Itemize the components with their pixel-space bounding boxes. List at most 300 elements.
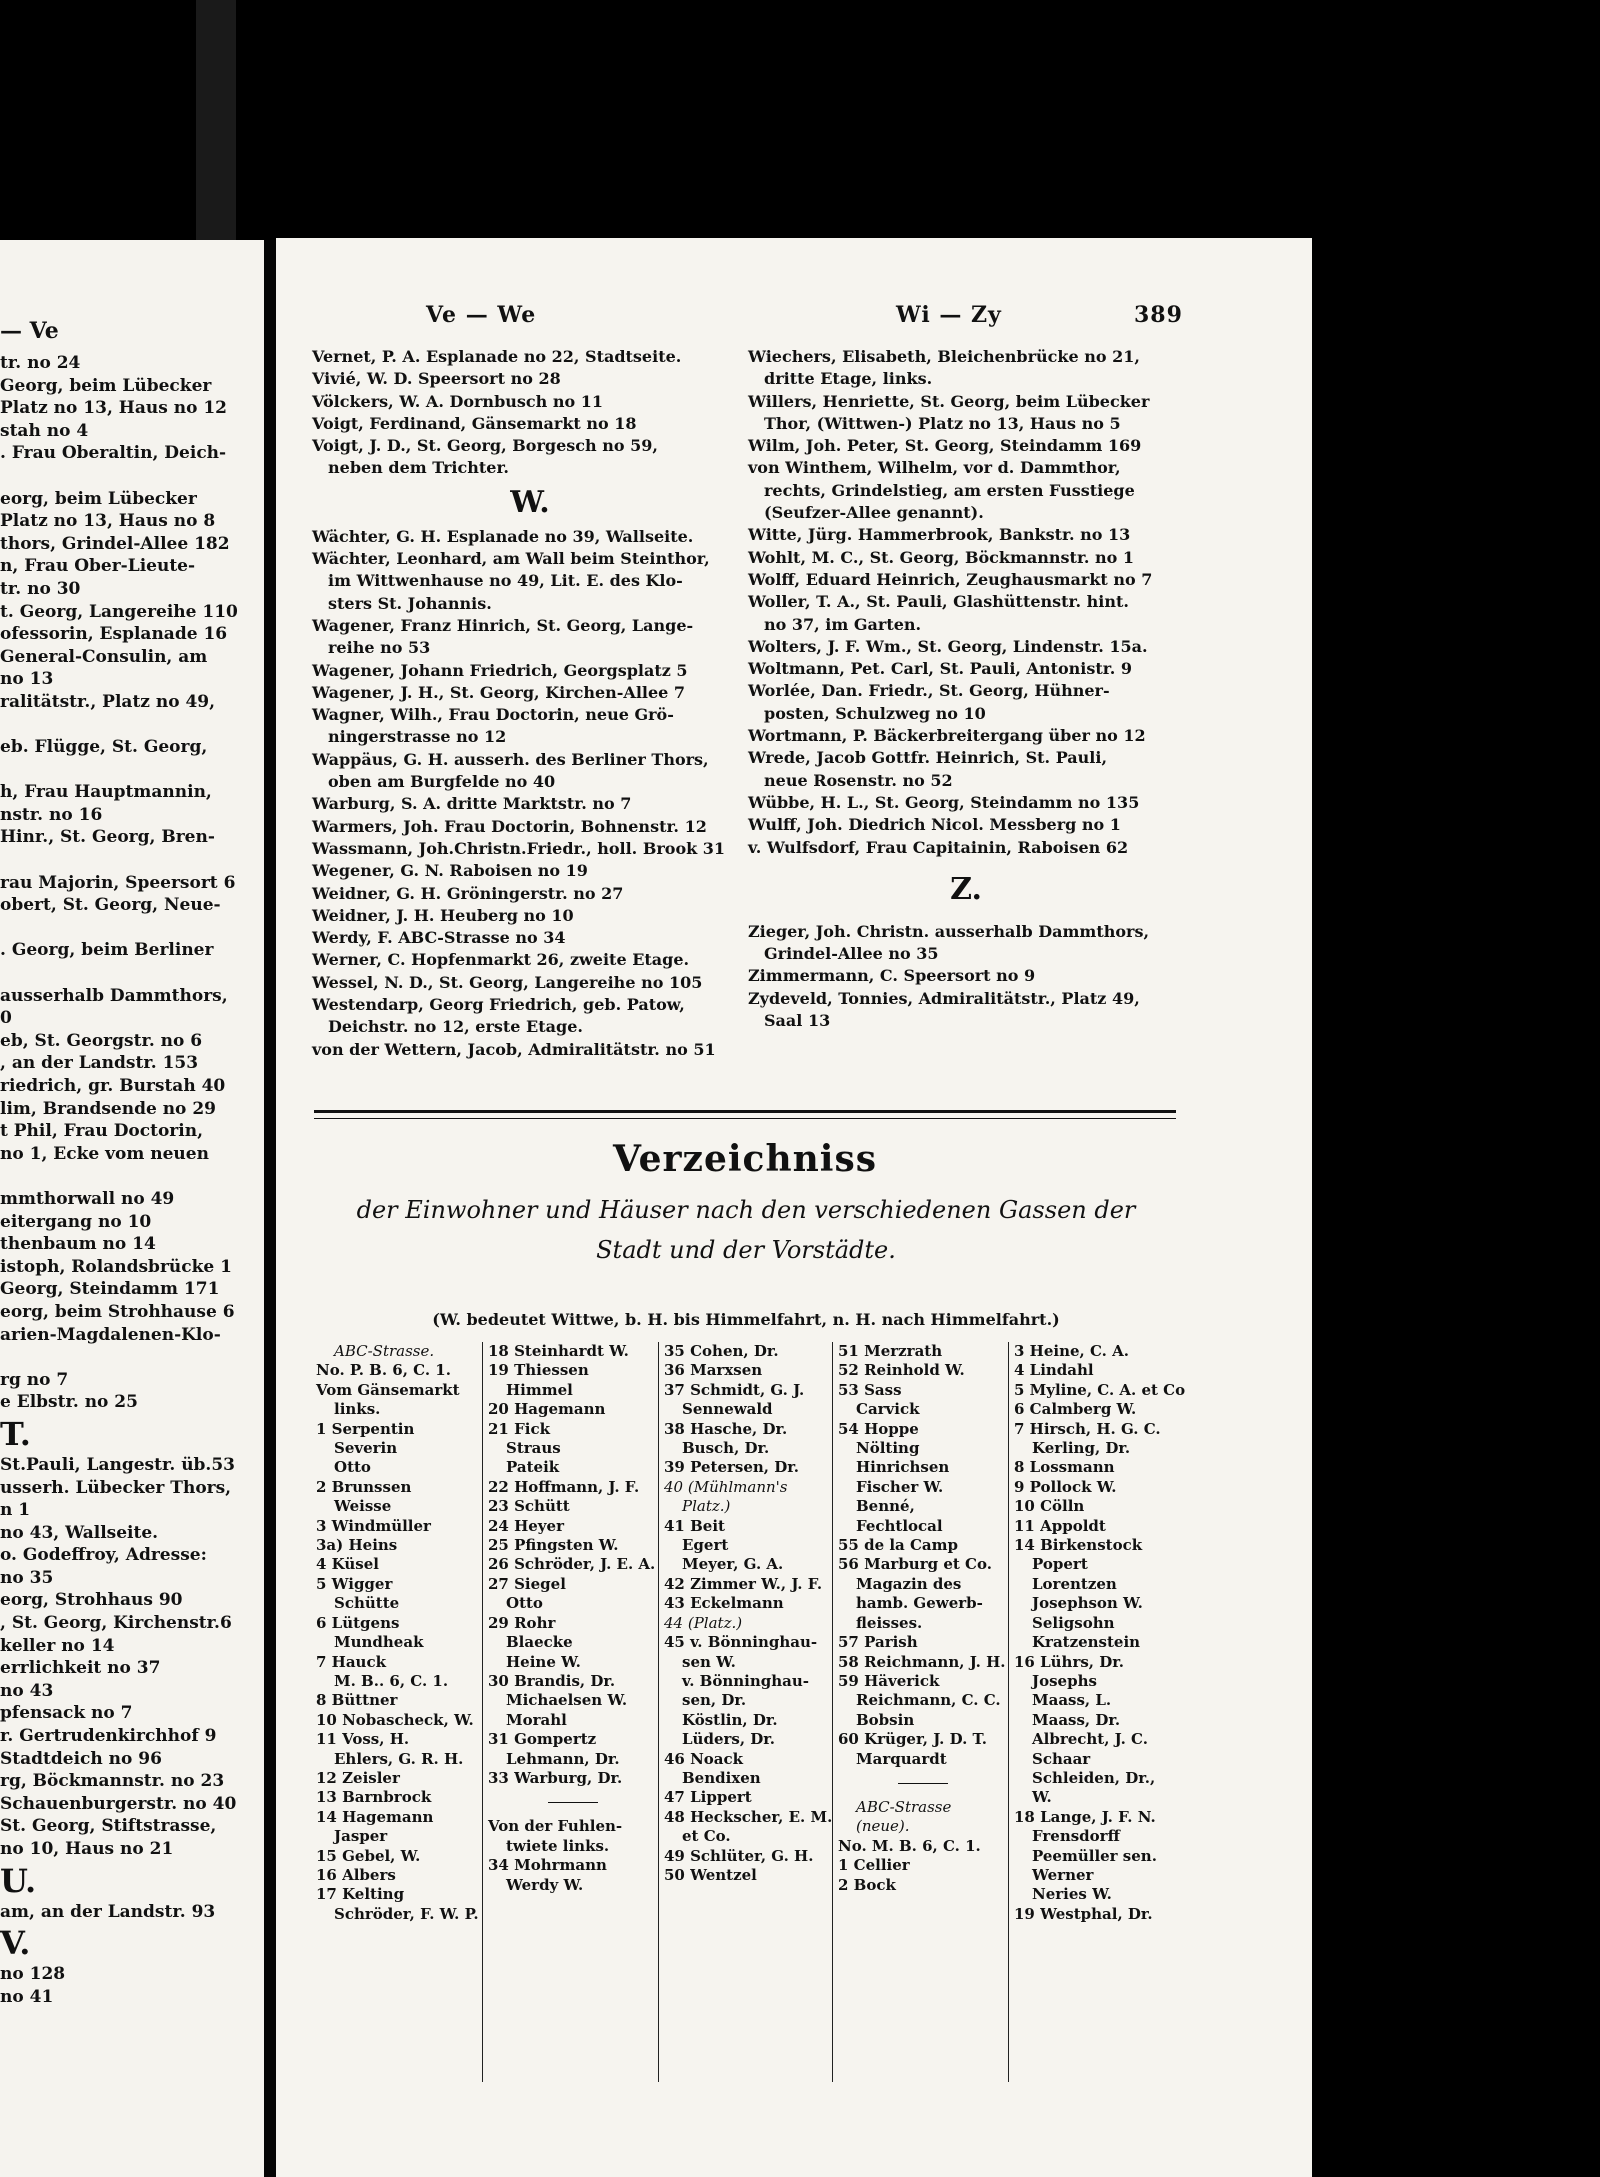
street-entry: 59 Häverick [838, 1671, 940, 1690]
directory-entry [748, 435, 1184, 457]
street-entry: Sennewald [682, 1400, 773, 1419]
street-entry: 6 Lütgens [316, 1613, 400, 1632]
left-entry-line [0, 759, 264, 782]
left-entry-line: no 41 [0, 1986, 54, 2007]
street-entry: Meyer, G. A. [682, 1555, 784, 1574]
street-entry: ABC-Strasse. [334, 1342, 435, 1360]
entry-text: Voigt, Ferdinand, Gänsemarkt no 18 [312, 413, 637, 433]
street-entry: Morahl [506, 1710, 567, 1729]
entry-text: Wegener, G. N. Raboisen no 19 [312, 861, 588, 881]
directory-entry [312, 860, 748, 882]
street-entry: Otto [506, 1594, 543, 1613]
left-entry-line: stah no 4 [0, 420, 89, 441]
entry-text: v. Wulfsdorf, Frau Capitainin, Raboisen 62 [748, 837, 1129, 857]
entry-text: Woltmann, Pet. Carl, St. Pauli, Antonistr. 9 [748, 659, 1133, 679]
street-entry: Egert [682, 1536, 729, 1555]
street-entry: 33 Warburg, Dr. [488, 1768, 623, 1787]
section-letter-w: W. [510, 484, 550, 520]
street-entry: 15 Gebel, W. [316, 1846, 421, 1865]
street-entry: 8 Lossmann [1014, 1458, 1115, 1477]
street-entry: 48 Heckscher, E. M. [664, 1807, 833, 1826]
directory-subtitle-line-2: Stadt und der Vorstädte. [596, 1236, 896, 1264]
left-entry-line: Platz no 13, Haus no 12 [0, 398, 227, 419]
entry-text: Wortmann, P. Bäckerbreitergang über no 12 [748, 726, 1146, 746]
street-entry: 19 Westphal, Dr. [1014, 1904, 1153, 1923]
directory-title: Verzeichniss [613, 1138, 877, 1180]
entry-text: Wagner, Wilh., Frau Doctorin, neue Grö- [312, 705, 674, 725]
street-entry: 7 Hirsch, H. G. C. [1014, 1419, 1161, 1438]
street-entry: Vom Gänsemarkt [316, 1380, 460, 1399]
section-divider-thick [314, 1110, 1176, 1113]
entry-text: Wagener, Johann Friedrich, Georgsplatz 5 [312, 660, 688, 680]
left-entry-line: St.Pauli, Langestr. üb.53 [0, 1454, 236, 1475]
left-entry-line: t. Georg, Langereihe 110 [0, 601, 238, 622]
street-entry: hamb. Gewerb- [856, 1594, 983, 1613]
street-entry: Schröder, F. W. P. [334, 1904, 479, 1923]
left-entry-line: lim, Brandsende no 29 [0, 1098, 216, 1119]
left-entry-line: ofessorin, Esplanade 16 [0, 624, 228, 645]
entry-text: Wolters, J. F. Wm., St. Georg, Lindenstr. 15a. [748, 636, 1148, 656]
street-entry: Werner [1032, 1865, 1094, 1884]
left-entry-line [0, 917, 264, 940]
entry-continuation: no 37, im Garten. [764, 614, 922, 634]
left-entry-line: o. Godeffroy, Adresse: [0, 1545, 207, 1566]
street-entry: 30 Brandis, Dr. [488, 1671, 616, 1690]
directory-entry [312, 391, 748, 413]
directory-entry [748, 747, 1184, 792]
entry-continuation: Thor, (Wittwen-) Platz no 13, Haus no 5 [764, 413, 1121, 433]
left-entry-line: Hinr., St. Georg, Bren- [0, 827, 215, 848]
street-entry: Pateik [506, 1458, 560, 1477]
street-entry: sen W. [682, 1652, 736, 1671]
entry-text: Wappäus, G. H. ausserh. des Berliner Thors, [312, 749, 709, 769]
directory-entry [748, 792, 1184, 814]
street-entry: Kerling, Dr. [1032, 1439, 1131, 1458]
column-rule [832, 1342, 833, 2082]
left-entry-line: St. Georg, Stiftstrasse, [0, 1816, 217, 1837]
street-entry: Hinrichsen [856, 1458, 950, 1477]
left-entry-line: rg, Böckmannstr. no 23 [0, 1771, 225, 1792]
entry-text: von Winthem, Wilhelm, vor d. Dammthor, [748, 458, 1121, 478]
column-separator-rule [898, 1783, 948, 1784]
street-entry: M. B.. 6, C. 1. [334, 1671, 449, 1690]
section-letter-z: Z. [950, 871, 982, 907]
street-entry: 4 Lindahl [1014, 1361, 1094, 1380]
street-entry: 29 Rohr [488, 1613, 556, 1632]
street-entry: Neries W. [1032, 1885, 1112, 1904]
street-entry: ABC-Strasse [856, 1797, 952, 1816]
left-entry-line: obert, St. Georg, Neue- [0, 895, 221, 916]
entry-text: Werner, C. Hopfenmarkt 26, zweite Etage. [312, 950, 690, 970]
street-entry: 51 Merzrath [838, 1342, 943, 1360]
left-entry-line: rg no 7 [0, 1369, 69, 1390]
street-entry: 44 (Platz.) [664, 1613, 743, 1632]
street-entry: No. M. B. 6, C. 1. [838, 1836, 981, 1855]
column-rule [482, 1342, 483, 2082]
directory-entry [312, 368, 748, 390]
left-entry-line: no 43, Wallseite. [0, 1522, 159, 1543]
entry-continuation: oben am Burgfelde no 40 [328, 772, 556, 792]
street-entry: Lehmann, Dr. [506, 1749, 620, 1768]
street-entry: Frensdorff [1032, 1827, 1120, 1846]
left-entry-line [0, 714, 264, 737]
street-entry: Kratzenstein [1032, 1633, 1141, 1652]
directory-entry [748, 547, 1184, 569]
entry-text: Westendarp, Georg Friedrich, geb. Patow, [312, 995, 685, 1015]
entry-text: Wassmann, Joh.Christn.Friedr., holl. Brook 31 [312, 838, 726, 858]
street-entry: 4 Küsel [316, 1555, 379, 1574]
column-rule [658, 1342, 659, 2082]
street-column-4 [838, 1342, 1005, 1895]
entry-continuation: posten, Schulzweg no 10 [764, 703, 986, 723]
entry-text: Wagener, Franz Hinrich, St. Georg, Lange- [312, 615, 694, 635]
street-entry: 14 Hagemann [316, 1807, 434, 1826]
street-entry: 14 Birkenstock [1014, 1536, 1143, 1555]
left-entry-line: e Elbstr. no 25 [0, 1392, 138, 1413]
directory-entry [312, 413, 748, 435]
street-entry: v. Bönninghau- [682, 1671, 809, 1690]
street-entry: 3 Heine, C. A. [1014, 1342, 1129, 1360]
page-gutter [264, 240, 276, 2177]
directory-entry [748, 965, 1184, 987]
street-entry: 6 Calmberg W. [1014, 1400, 1137, 1419]
left-entry-line: , St. Georg, Kirchenstr.6 [0, 1613, 232, 1634]
left-entry-line: t Phil, Frau Doctorin, [0, 1121, 204, 1142]
entry-continuation: ningerstrasse no 12 [328, 727, 507, 747]
street-entry: 19 Thiessen [488, 1361, 589, 1380]
street-entry: Maass, L. [1032, 1691, 1112, 1710]
street-entry: 42 Zimmer W., J. F. [664, 1574, 823, 1593]
left-entry-line [0, 1165, 264, 1188]
street-entry: 58 Reichmann, J. H. [838, 1652, 1006, 1671]
left-entry-line: errlichkeit no 37 [0, 1658, 161, 1679]
street-entry: 35 Cohen, Dr. [664, 1342, 779, 1360]
left-entry-line: no 128 [0, 1964, 66, 1985]
entry-continuation: Saal 13 [764, 1011, 831, 1031]
street-entry: Busch, Dr. [682, 1439, 770, 1458]
left-entry-line [0, 465, 264, 488]
entry-text: Wagener, J. H., St. Georg, Kirchen-Allee 7 [312, 682, 686, 702]
street-entry: 53 Sass [838, 1380, 902, 1399]
entry-text: Wächter, Leonhard, am Wall beim Steinthor, [312, 549, 710, 569]
entry-text: Warmers, Joh. Frau Doctorin, Bohnenstr. 12 [312, 816, 707, 836]
directory-entry [748, 569, 1184, 591]
book-spine [196, 0, 236, 240]
street-entry: 2 Brunssen [316, 1477, 412, 1496]
street-entry: 18 Lange, J. F. N. [1014, 1807, 1156, 1826]
street-entry: 24 Heyer [488, 1516, 564, 1535]
street-entry: Köstlin, Dr. [682, 1710, 778, 1729]
street-entry: 7 Hauck [316, 1652, 386, 1671]
street-column-1 [316, 1342, 479, 1924]
street-entry: 52 Reinhold W. [838, 1361, 965, 1380]
street-entry: 47 Lippert [664, 1788, 752, 1807]
street-entry: 10 Nobascheck, W. [316, 1710, 474, 1729]
street-entry: Blaecke [506, 1633, 573, 1652]
left-page [0, 240, 264, 2177]
street-entry: 56 Marburg et Co. [838, 1555, 992, 1574]
section-letter-u: U. [0, 1861, 37, 1900]
left-entry-line: nstr. no 16 [0, 804, 103, 825]
entry-continuation: reihe no 53 [328, 638, 431, 658]
entry-text: Wessel, N. D., St. Georg, Langereihe no 105 [312, 972, 703, 992]
street-entry: Josephson W. [1032, 1594, 1143, 1613]
entry-text: Weidner, G. H. Gröningerstr. no 27 [312, 883, 624, 903]
directory-entry [748, 837, 1184, 859]
street-entry: et Co. [682, 1827, 731, 1846]
left-entry-line: Georg, Steindamm 171 [0, 1279, 220, 1300]
street-entry: twiete links. [506, 1836, 610, 1855]
street-entry: sen, Dr. [682, 1691, 747, 1710]
street-entry: 57 Parish [838, 1633, 918, 1652]
street-entry: 36 Marxsen [664, 1361, 763, 1380]
entry-continuation: Deichstr. no 12, erste Etage. [328, 1017, 583, 1037]
street-entry: Himmel [506, 1380, 573, 1399]
left-entry-line [0, 849, 264, 872]
left-entry-line: . Georg, beim Berliner [0, 940, 214, 961]
entry-text: Wübbe, H. L., St. Georg, Steindamm no 135 [748, 792, 1140, 812]
street-entry: 31 Gompertz [488, 1730, 597, 1749]
left-entry-line: tr. no 24 [0, 353, 81, 373]
street-entry: Von der Fuhlen- [488, 1817, 623, 1836]
street-entry: Straus [506, 1439, 561, 1458]
left-entry-line: , an der Landstr. 153 [0, 1053, 199, 1074]
entry-continuation: Grindel-Allee no 35 [764, 944, 939, 964]
street-entry: No. P. B. 6, C. 1. [316, 1361, 451, 1380]
entry-text: Vivié, W. D. Speersort no 28 [312, 369, 561, 389]
street-entry: Mundheak [334, 1633, 424, 1652]
entry-text: Worlée, Dan. Friedr., St. Georg, Hühner- [748, 681, 1110, 701]
directory-entry [312, 816, 748, 838]
street-entry: Benné, [856, 1497, 915, 1516]
left-entry-line: keller no 14 [0, 1635, 115, 1656]
entry-continuation: (Seufzer-Allee genannt). [764, 503, 984, 523]
street-entry: 9 Pollock W. [1014, 1477, 1117, 1496]
column-rule [1008, 1342, 1009, 2082]
street-entry: Bobsin [856, 1710, 915, 1729]
directory-entry [748, 591, 1184, 636]
directory-entry [748, 658, 1184, 680]
section-divider-thin [314, 1118, 1176, 1119]
street-entry: 54 Hoppe [838, 1419, 919, 1438]
street-entry: 46 Noack [664, 1749, 744, 1768]
column-separator-rule [548, 1802, 598, 1803]
directory-subtitle [316, 1190, 1176, 1270]
directory-entry [312, 883, 748, 905]
directory-entry [312, 548, 748, 615]
left-entry-line: 0 [0, 1008, 12, 1029]
left-entry-line: thors, Grindel-Allee 182 [0, 533, 230, 554]
entry-text: Werdy, F. ABC-Strasse no 34 [312, 928, 566, 948]
street-entry: 2 Bock [838, 1875, 896, 1894]
street-entry: links. [334, 1400, 381, 1419]
street-entry: 5 Myline, C. A. et Co [1014, 1380, 1186, 1399]
street-entry: Otto [334, 1458, 371, 1477]
directory-entry [748, 988, 1184, 1033]
street-entry: 60 Krüger, J. D. T. [838, 1730, 987, 1749]
directory-entry [312, 526, 748, 548]
entry-text: von der Wettern, Jacob, Admiralitätstr. no 51 [312, 1039, 716, 1059]
street-entry: Carvick [856, 1400, 920, 1419]
street-entry: 13 Barnbrock [316, 1788, 432, 1807]
street-entry: Josephs [1032, 1671, 1097, 1690]
street-entry: 21 Fick [488, 1419, 550, 1438]
street-entry: 25 Pfingsten W. [488, 1536, 619, 1555]
street-column-2 [488, 1342, 655, 1895]
street-entry: 23 Schütt [488, 1497, 570, 1516]
street-entry: 38 Hasche, Dr. [664, 1419, 788, 1438]
running-header-right: Wi — Zy [896, 302, 1002, 328]
street-column-5 [1014, 1342, 1185, 1924]
street-entry: Albrecht, J. C. [1032, 1730, 1148, 1749]
left-entry-line: eb. Flügge, St. Georg, [0, 737, 208, 758]
left-entry-line: usserh. Lübecker Thors, [0, 1477, 232, 1498]
left-entry-line: . Frau Oberaltin, Deich- [0, 443, 227, 464]
street-entry: 3 Windmüller [316, 1516, 431, 1535]
entry-text: Wiechers, Elisabeth, Bleichenbrücke no 21, [748, 347, 1140, 366]
left-entry-line: no 10, Haus no 21 [0, 1839, 174, 1859]
left-entry-line: pfensack no 7 [0, 1703, 133, 1724]
street-entry: Lüders, Dr. [682, 1730, 776, 1749]
street-entry: 45 v. Bönninghau- [664, 1633, 818, 1652]
left-entry-line: arien-Magdalenen-Klo- [0, 1324, 221, 1345]
directory-entry [312, 994, 748, 1039]
street-entry: 1 Cellier [838, 1856, 910, 1875]
left-entry-line: no 35 [0, 1567, 54, 1588]
left-entry-line: General-Consulin, am [0, 646, 208, 667]
street-entry: W. [1032, 1788, 1052, 1807]
directory-entry [312, 682, 748, 704]
street-entry: 37 Schmidt, G. J. [664, 1380, 805, 1399]
entry-text: Zieger, Joh. Christn. ausserhalb Dammthors, [748, 921, 1150, 941]
entry-continuation: neben dem Trichter. [328, 458, 509, 478]
left-entry-line: rau Majorin, Speersort 6 [0, 872, 236, 893]
street-entry: 11 Voss, H. [316, 1730, 410, 1749]
street-entry: Platz.) [682, 1497, 731, 1516]
entry-text: Wolff, Eduard Heinrich, Zeughausmarkt no 7 [748, 569, 1153, 589]
street-entry: 18 Steinhardt W. [488, 1342, 629, 1360]
left-entry-line: eorg, Strohhaus 90 [0, 1590, 183, 1611]
street-entry: Seligsohn [1032, 1613, 1115, 1632]
left-entry-line: Platz no 13, Haus no 8 [0, 511, 216, 532]
street-entry: Schütte [334, 1594, 400, 1613]
directory-entry [312, 704, 748, 749]
left-entry-line: ralitätstr., Platz no 49, [0, 691, 216, 712]
abbreviation-note: (W. bedeutet Wittwe, b. H. bis Himmelfahrt, n. H. nach Himmelfahrt.) [432, 1310, 1060, 1329]
directory-entry [312, 905, 748, 927]
entry-text: Zimmermann, C. Speersort no 9 [748, 966, 1036, 986]
entry-text: Wrede, Jacob Gottfr. Heinrich, St. Pauli, [748, 748, 1108, 768]
directory-entry [312, 972, 748, 994]
street-entry: Michaelsen W. [506, 1691, 628, 1710]
entry-text: Woller, T. A., St. Pauli, Glashüttenstr. hint. [748, 592, 1129, 612]
left-entry-line: no 13 [0, 669, 54, 690]
entry-text: Witte, Jürg. Hammerbrook, Bankstr. no 13 [748, 525, 1131, 545]
street-entry: 8 Büttner [316, 1691, 398, 1710]
street-entry: 5 Wigger [316, 1574, 393, 1593]
street-entry: 11 Appoldt [1014, 1516, 1106, 1535]
street-entry: 55 de la Camp [838, 1536, 959, 1555]
left-entry-line: thenbaum no 14 [0, 1234, 156, 1255]
street-entry: 20 Hagemann [488, 1400, 606, 1419]
left-entry-line [0, 962, 264, 985]
left-entry-line: no 1, Ecke vom neuen [0, 1143, 209, 1164]
left-entry-line: n 1 [0, 1500, 31, 1521]
left-entry-line: eorg, beim Strohhause 6 [0, 1301, 235, 1322]
street-entry: 27 Siegel [488, 1574, 566, 1593]
street-entry: Peemüller sen. [1032, 1846, 1157, 1865]
street-entry: 40 (Mühlmann's [664, 1477, 788, 1496]
street-entry: 39 Petersen, Dr. [664, 1458, 799, 1477]
entry-text: Weidner, J. H. Heuberg no 10 [312, 905, 574, 925]
entry-continuation: neue Rosenstr. no 52 [764, 770, 953, 790]
street-entry: Schaar [1032, 1749, 1091, 1768]
street-entry: Magazin des [856, 1574, 962, 1593]
left-entry-line: h, Frau Hauptmannin, [0, 782, 212, 803]
running-header-left: Ve — We [426, 302, 537, 328]
directory-entry [312, 615, 748, 660]
street-entry: 22 Hoffmann, J. F. [488, 1477, 640, 1496]
street-entry: (neue). [856, 1817, 910, 1836]
directory-entry [312, 660, 748, 682]
directory-entry [748, 636, 1184, 658]
entry-text: Wulff, Joh. Diedrich Nicol. Messberg no 1 [748, 815, 1121, 835]
street-entry: 1 Serpentin [316, 1419, 415, 1438]
left-entry-line: mmthorwall no 49 [0, 1188, 175, 1209]
street-entry: 10 Cölln [1014, 1497, 1085, 1516]
street-entry: Heine W. [506, 1652, 581, 1671]
entry-continuation: rechts, Grindelstieg, am ersten Fusstiege [764, 480, 1135, 500]
street-entry: 12 Zeisler [316, 1768, 400, 1787]
entry-text: Völckers, W. A. Dornbusch no 11 [312, 391, 603, 411]
directory-entry [748, 457, 1184, 524]
directory-entry [312, 346, 748, 368]
entry-continuation: sters St. Johannis. [328, 593, 492, 613]
street-entry: Nölting [856, 1439, 920, 1458]
directory-entry [748, 921, 1184, 966]
left-entry-line: r. Gertrudenkirchhof 9 [0, 1726, 217, 1747]
entry-text: Wächter, G. H. Esplanade no 39, Wallseite. [312, 526, 694, 546]
street-entry: 16 Lührs, Dr. [1014, 1652, 1125, 1671]
street-entry: 50 Wentzel [664, 1865, 757, 1884]
directory-entry [748, 524, 1184, 546]
directory-entry [312, 927, 748, 949]
entry-continuation: dritte Etage, links. [764, 369, 933, 389]
street-entry: Reichmann, C. C. [856, 1691, 1001, 1710]
directory-entry [748, 814, 1184, 836]
left-entry-line [0, 1346, 264, 1369]
left-entry-line: eb, St. Georgstr. no 6 [0, 1030, 203, 1051]
left-entry-line: am, an der Landstr. 93 [0, 1901, 216, 1922]
left-entry-line: Georg, beim Lübecker [0, 375, 212, 396]
street-entry: 49 Schlüter, G. H. [664, 1846, 814, 1865]
street-entry: Bendixen [682, 1768, 761, 1787]
left-entry-line: eitergang no 10 [0, 1211, 152, 1232]
entry-text: Wilm, Joh. Peter, St. Georg, Steindamm 169 [748, 436, 1142, 456]
entry-text: Wohlt, M. C., St. Georg, Böckmannstr. no 1 [748, 547, 1135, 567]
street-entry: Fechtlocal [856, 1516, 943, 1535]
street-entry: 26 Schröder, J. E. A. [488, 1555, 656, 1574]
directory-entry [312, 838, 748, 860]
street-entry: 34 Mohrmann [488, 1856, 607, 1875]
directory-column-right [748, 346, 1184, 1032]
street-entry: Schleiden, Dr., [1032, 1768, 1156, 1787]
street-entry: fleisses. [856, 1613, 923, 1632]
entry-continuation: im Wittwenhause no 49, Lit. E. des Klo- [328, 571, 683, 591]
directory-entry [312, 435, 748, 480]
street-entry: Ehlers, G. R. H. [334, 1749, 464, 1768]
left-entry-line: Schauenburgerstr. no 40 [0, 1793, 237, 1814]
